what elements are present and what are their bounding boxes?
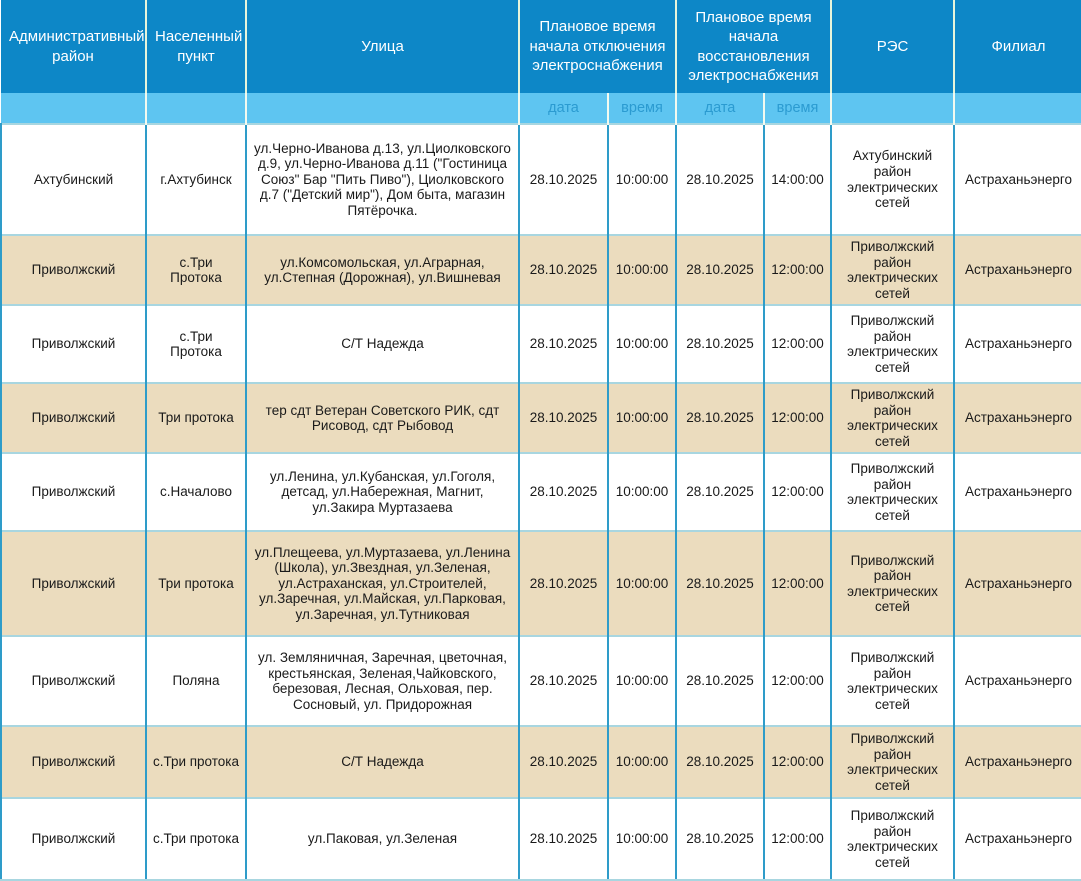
cell-district: Приволжский [1, 726, 146, 798]
cell-district: Приволжский [1, 798, 146, 880]
cell-off-time: 10:00:00 [608, 726, 676, 798]
cell-on-date: 28.10.2025 [676, 383, 764, 453]
cell-res: Приволжский район электрических сетей [831, 305, 954, 383]
cell-off-date: 28.10.2025 [519, 531, 608, 636]
subheader-empty-res [831, 93, 954, 124]
cell-on-time: 12:00:00 [764, 453, 831, 531]
cell-off-time: 10:00:00 [608, 235, 676, 305]
subheader-outage-date: дата [519, 93, 608, 124]
cell-branch: Астраханьэнерго [954, 636, 1081, 726]
cell-res: Приволжский район электрических сетей [831, 798, 954, 880]
cell-off-time: 10:00:00 [608, 798, 676, 880]
cell-branch: Астраханьэнерго [954, 798, 1081, 880]
subheader-empty-branch [954, 93, 1081, 124]
cell-settlement: с.Три Протока [146, 235, 246, 305]
cell-district: Приволжский [1, 453, 146, 531]
cell-off-date: 28.10.2025 [519, 798, 608, 880]
cell-on-time: 14:00:00 [764, 124, 831, 235]
cell-settlement: с.Три протока [146, 726, 246, 798]
cell-off-time: 10:00:00 [608, 453, 676, 531]
cell-res: Ахтубинский район электрических сетей [831, 124, 954, 235]
cell-streets: С/Т Надежда [246, 726, 519, 798]
table-row [1, 726, 1081, 798]
cell-streets: ул.Черно-Иванова д.13, ул.Циолковского д.9, ул.Черно-Иванова д.11 ("Гостиница Союз" Бар "Пить Пиво"), Циолковского д.7 ("Детский мир"), Дом быта, магазин Пятёрочка. [246, 124, 519, 235]
cell-streets: ул.Плещеева, ул.Муртазаева, ул.Ленина (Школа), ул.Звездная, ул.Зеленая, ул.Астраханская, ул.Строителей, ул.Заречная, ул.Майская, ул.Парковая, ул.Заречная, ул.Тутниковая [246, 531, 519, 636]
subheader-empty-settlement [146, 93, 246, 124]
header-district: Административный район [1, 0, 146, 93]
cell-district: Приволжский [1, 531, 146, 636]
table-row [1, 383, 1081, 453]
table-row [1, 531, 1081, 636]
cell-off-time: 10:00:00 [608, 636, 676, 726]
cell-on-date: 28.10.2025 [676, 124, 764, 235]
cell-on-date: 28.10.2025 [676, 798, 764, 880]
table-row [1, 124, 1081, 235]
cell-streets: С/Т Надежда [246, 305, 519, 383]
cell-settlement: г.Ахтубинск [146, 124, 246, 235]
cell-district: Приволжский [1, 235, 146, 305]
header-res: РЭС [831, 0, 954, 93]
cell-streets: ул.Комсомольская, ул.Аграрная, ул.Степная (Дорожная), ул.Вишневая [246, 235, 519, 305]
table-row [1, 235, 1081, 305]
cell-streets: ул.Паковая, ул.Зеленая [246, 798, 519, 880]
cell-off-time: 10:00:00 [608, 383, 676, 453]
cell-branch: Астраханьэнерго [954, 726, 1081, 798]
cell-settlement: Поляна [146, 636, 246, 726]
table-row [1, 453, 1081, 531]
cell-settlement: с.Три Протока [146, 305, 246, 383]
cell-on-date: 28.10.2025 [676, 235, 764, 305]
table-row [1, 305, 1081, 383]
cell-settlement: с.Три протока [146, 798, 246, 880]
cell-off-date: 28.10.2025 [519, 636, 608, 726]
cell-on-date: 28.10.2025 [676, 453, 764, 531]
cell-branch: Астраханьэнерго [954, 124, 1081, 235]
subheader-empty-street [246, 93, 519, 124]
cell-on-time: 12:00:00 [764, 726, 831, 798]
cell-streets: ул.Ленина, ул.Кубанская, ул.Гоголя, детсад, ул.Набережная, Магнит, ул.Закира Муртазаева [246, 453, 519, 531]
cell-streets: тер сдт Ветеран Советского РИК, сдт Рисовод, сдт Рыбовод [246, 383, 519, 453]
header-branch: Филиал [954, 0, 1081, 93]
cell-res: Приволжский район электрических сетей [831, 453, 954, 531]
subheader-restore-time: время [764, 93, 831, 124]
cell-branch: Астраханьэнерго [954, 305, 1081, 383]
cell-on-time: 12:00:00 [764, 383, 831, 453]
cell-res: Приволжский район электрических сетей [831, 235, 954, 305]
header-outage-start: Плановое время начала отключения электроснабжения [519, 0, 676, 93]
cell-branch: Астраханьэнерго [954, 235, 1081, 305]
table-row [1, 636, 1081, 726]
cell-on-time: 12:00:00 [764, 636, 831, 726]
cell-branch: Астраханьэнерго [954, 383, 1081, 453]
cell-branch: Астраханьэнерго [954, 531, 1081, 636]
header-street: Улица [246, 0, 519, 93]
cell-district: Приволжский [1, 636, 146, 726]
cell-res: Приволжский район электрических сетей [831, 383, 954, 453]
cell-off-date: 28.10.2025 [519, 235, 608, 305]
subheader-restore-date: дата [676, 93, 764, 124]
cell-on-date: 28.10.2025 [676, 636, 764, 726]
cell-on-date: 28.10.2025 [676, 305, 764, 383]
cell-res: Приволжский район электрических сетей [831, 726, 954, 798]
subheader-outage-time: время [608, 93, 676, 124]
cell-on-date: 28.10.2025 [676, 531, 764, 636]
cell-on-date: 28.10.2025 [676, 726, 764, 798]
cell-settlement: Три протока [146, 383, 246, 453]
cell-off-date: 28.10.2025 [519, 305, 608, 383]
table-row [1, 798, 1081, 880]
cell-district: Приволжский [1, 383, 146, 453]
cell-off-time: 10:00:00 [608, 305, 676, 383]
subheader-empty-district [1, 93, 146, 124]
header-settlement: Населенный пункт [146, 0, 246, 93]
cell-off-time: 10:00:00 [608, 531, 676, 636]
cell-on-time: 12:00:00 [764, 235, 831, 305]
subheader-row [1, 93, 1081, 124]
cell-district: Приволжский [1, 305, 146, 383]
cell-off-date: 28.10.2025 [519, 124, 608, 235]
cell-streets: ул. Земляничная, Заречная, цветочная, крестьянская, Зеленая,Чайковского, березовая, Лесная, Ольховая, пер. Сосновый, ул. Придорожная [246, 636, 519, 726]
cell-on-time: 12:00:00 [764, 798, 831, 880]
cell-on-time: 12:00:00 [764, 305, 831, 383]
cell-res: Приволжский район электрических сетей [831, 636, 954, 726]
cell-res: Приволжский район электрических сетей [831, 531, 954, 636]
header-restore-start: Плановое время начала восстановления электроснабжения [676, 0, 831, 93]
cell-off-date: 28.10.2025 [519, 726, 608, 798]
cell-branch: Астраханьэнерго [954, 453, 1081, 531]
header-row [1, 0, 1081, 93]
cell-off-date: 28.10.2025 [519, 383, 608, 453]
cell-off-time: 10:00:00 [608, 124, 676, 235]
cell-settlement: с.Началово [146, 453, 246, 531]
cell-off-date: 28.10.2025 [519, 453, 608, 531]
cell-settlement: Три протока [146, 531, 246, 636]
cell-district: Ахтубинский [1, 124, 146, 235]
cell-on-time: 12:00:00 [764, 531, 831, 636]
